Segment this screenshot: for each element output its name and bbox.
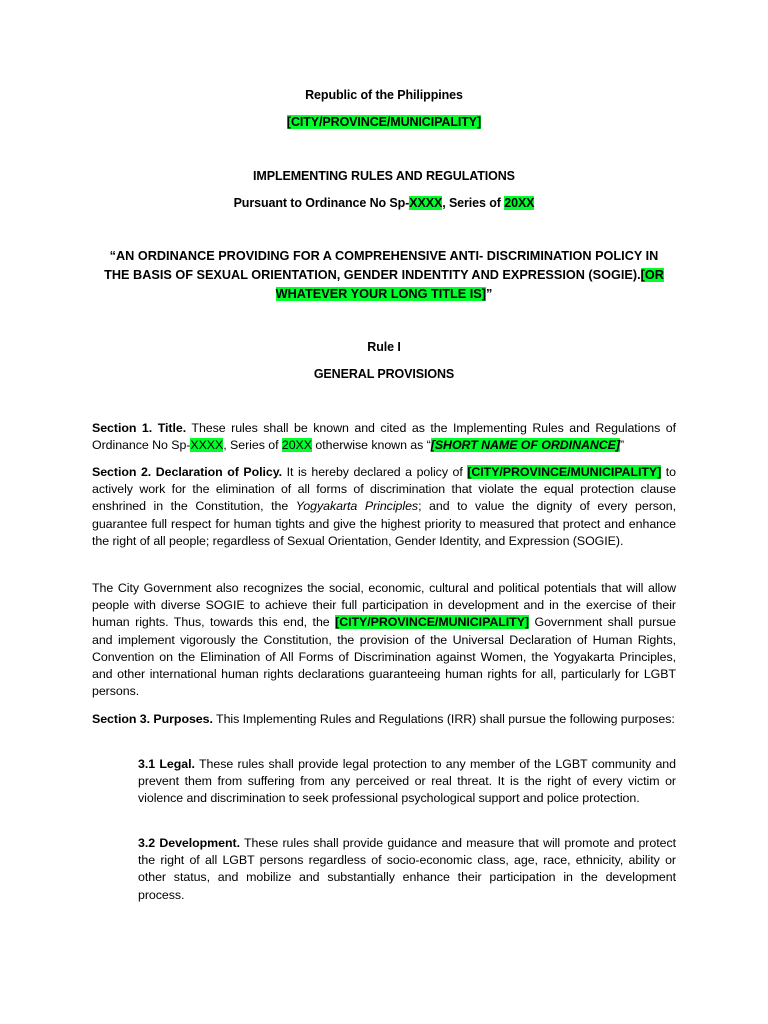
yogyakarta-principles-text: Yogyakarta Principles: [295, 499, 419, 514]
republic-heading: [0, 88, 768, 102]
purpose-legal-label: 3.1 Legal.: [138, 757, 195, 771]
series-year-placeholder: 20XX: [504, 196, 535, 210]
section-2-text-c: ; and to value the dignity of every person, guarantee full respect for human tights and give the highest priority to measured that protect and enhance the right of all people; regardless of Sexual Orientation, Gender Identity, and Expression (SOGIE).: [92, 499, 677, 548]
section-1-text-c: otherwise known as “: [311, 438, 431, 453]
lgu-placeholder: [CITY/PROVINCE/MUNICIPALITY]: [286, 115, 482, 129]
series-label: , Series of: [442, 196, 505, 210]
section-2-lgu-placeholder: [CITY/PROVINCE/MUNICIPALITY]: [467, 465, 662, 479]
section-3-purposes: [92, 711, 676, 728]
section-1-close-quote: ”: [619, 438, 625, 453]
short-name-placeholder: [SHORT NAME OF ORDINANCE]: [430, 438, 620, 453]
irr-title: [0, 169, 768, 183]
lgu-heading: [0, 115, 768, 129]
pursuant-prefix: Pursuant to Ordinance No Sp-: [233, 196, 410, 210]
section-2-text-b: to actively work for the elimination of all forms of discrimination that violate the equal protection clause enshrined in the Constitution, the: [92, 465, 676, 514]
purpose-item-development: [138, 835, 676, 904]
purpose-development-text: These rules shall provide guidance and measure that will promote and protect the right of all LGBT persons regardless of socio-economic class, age, race, ethnicity, ability or other status, and mobilize and substantially enhance their participation in the development process.: [138, 836, 676, 902]
irr-title-text: IMPLEMENTING RULES AND REGULATIONS: [253, 169, 515, 183]
republic-text: Republic of the Philippines: [305, 88, 463, 102]
section-2-text-a: It is hereby declared a policy of: [282, 465, 468, 479]
section-1-text-b: , Series of: [223, 438, 282, 453]
purpose-item-legal: [138, 756, 676, 808]
section-1-title: [92, 420, 676, 454]
pursuant-line: [0, 196, 768, 210]
ordinance-number-placeholder: XXXX: [409, 196, 443, 210]
ordinance-long-title: [96, 247, 672, 304]
section-1-text-a: These rules shall be known and cited as the Implementing Rules and Regulations of Ordinance No Sp-: [92, 421, 677, 453]
rule-heading: [0, 367, 768, 381]
long-title-close-quote: ”: [485, 287, 493, 301]
section-3-label: Section 3. Purposes.: [92, 712, 213, 726]
section-1-ordinance-placeholder: XXXX: [190, 438, 224, 453]
section-3-text: This Implementing Rules and Regulations (IRR) shall pursue the following purposes:: [212, 712, 675, 726]
city-paragraph-text-b: Government shall pursue and implement vigorously the Constitution, the provision of the Universal Declaration of Human Rights, Convention on the Elimination of All Forms of Discrimination against Women, the Yogyakarta Principles, and other international human rights declarations guaranteeing human rights for all, particularly for LGBT persons.: [92, 615, 676, 699]
city-paragraph-text-a: The City Government also recognizes the social, economic, cultural and political potentials that will allow people with diverse SOGIE to achieve their full participation in development and in the exercise of their human rights. Thus, towards this end, the: [92, 581, 676, 630]
city-government-paragraph: [92, 580, 676, 700]
section-2-label: Section 2. Declaration of Policy.: [92, 465, 283, 479]
rule-number: [0, 340, 768, 354]
long-title-text: “AN ORDINANCE PROVIDING FOR A COMPREHENSIVE ANTI- DISCRIMINATION POLICY IN THE BASIS OF SEXUAL ORIENTATION, GENDER INDENTITY AND EXPRESSION (SOGIE).: [104, 249, 659, 282]
section-1-year-placeholder: 20XX: [281, 438, 312, 453]
rule-heading-text: GENERAL PROVISIONS: [313, 367, 455, 381]
section-2-declaration: [92, 464, 676, 550]
purpose-development-label: 3.2 Development.: [138, 836, 240, 850]
city-paragraph-lgu-placeholder: [CITY/PROVINCE/MUNICIPALITY]: [335, 615, 529, 630]
purpose-legal-text: These rules shall provide legal protection to any member of the LGBT community and prevent them from suffering from any perceived or real threat. It is the right of every victim or violence and discrimination to seek professional psychological support and police protection.: [138, 757, 676, 806]
section-1-label: Section 1. Title.: [92, 421, 187, 435]
rule-number-text: Rule I: [367, 340, 401, 354]
long-title-placeholder: [OR WHATEVER YOUR LONG TITLE IS]: [275, 268, 664, 301]
